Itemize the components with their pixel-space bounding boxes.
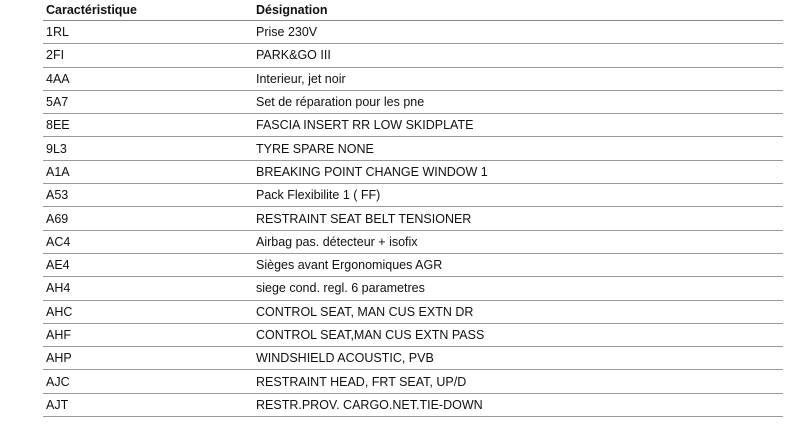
header-caracteristique: Caractéristique <box>46 3 138 17</box>
table-row <box>43 114 783 137</box>
option-code: AH4 <box>46 281 71 296</box>
option-code: A53 <box>46 188 69 203</box>
option-designation: FASCIA INSERT RR LOW SKIDPLATE <box>256 118 474 133</box>
table-row <box>43 137 783 160</box>
option-code: AJT <box>46 397 69 412</box>
table-row <box>43 207 783 230</box>
table-row <box>43 184 783 207</box>
option-designation: Prise 230V <box>256 25 318 40</box>
option-designation: RESTRAINT HEAD, FRT SEAT, UP/D <box>256 374 467 389</box>
header-designation: Désignation <box>256 3 328 17</box>
option-designation: Set de réparation pour les pne <box>256 95 425 110</box>
option-designation: Airbag pas. détecteur + isofix <box>256 234 418 249</box>
option-code: 9L3 <box>46 141 67 156</box>
table-row <box>43 301 783 324</box>
option-code: 1RL <box>46 25 69 40</box>
option-code: 5A7 <box>46 95 69 110</box>
option-designation: Interieur, jet noir <box>256 71 346 86</box>
option-designation: Pack Flexibilite 1 ( FF) <box>256 188 381 203</box>
option-designation: RESTR.PROV. CARGO.NET.TIE-DOWN <box>256 397 483 412</box>
option-code: AHP <box>46 351 72 366</box>
option-designation: siege cond. regl. 6 parametres <box>256 281 425 296</box>
option-designation: CONTROL SEAT,MAN CUS EXTN PASS <box>256 328 485 342</box>
table-body <box>43 21 783 417</box>
table-row <box>43 91 783 114</box>
option-code: AHC <box>46 304 73 319</box>
option-designation: BREAKING POINT CHANGE WINDOW 1 <box>256 164 488 179</box>
table-row <box>43 44 783 67</box>
option-code: 2FI <box>46 48 65 63</box>
option-code: AC4 <box>46 234 71 249</box>
option-designation: PARK&GO III <box>256 48 331 63</box>
option-designation: TYRE SPARE NONE <box>256 141 374 156</box>
table-row <box>43 21 783 44</box>
option-code: AHF <box>46 328 71 342</box>
option-code: A69 <box>46 211 69 226</box>
table-row <box>43 161 783 184</box>
table-row <box>43 277 783 300</box>
option-designation: Sièges avant Ergonomiques AGR <box>256 258 443 273</box>
table-row <box>43 324 783 347</box>
option-code: AE4 <box>46 258 70 273</box>
options-table <box>43 0 783 417</box>
option-code: 8EE <box>46 118 70 133</box>
table-header <box>43 0 783 21</box>
option-code: A1A <box>46 164 70 179</box>
option-code: AJC <box>46 374 70 389</box>
table-row <box>43 68 783 91</box>
option-code: 4AA <box>46 71 70 86</box>
table-row <box>43 347 783 370</box>
table-row <box>43 394 783 417</box>
option-designation: RESTRAINT SEAT BELT TENSIONER <box>256 211 472 226</box>
option-designation: CONTROL SEAT, MAN CUS EXTN DR <box>256 304 474 319</box>
table-row <box>43 254 783 277</box>
table-row <box>43 370 783 393</box>
option-designation: WINDSHIELD ACOUSTIC, PVB <box>256 351 434 366</box>
table-row <box>43 231 783 254</box>
